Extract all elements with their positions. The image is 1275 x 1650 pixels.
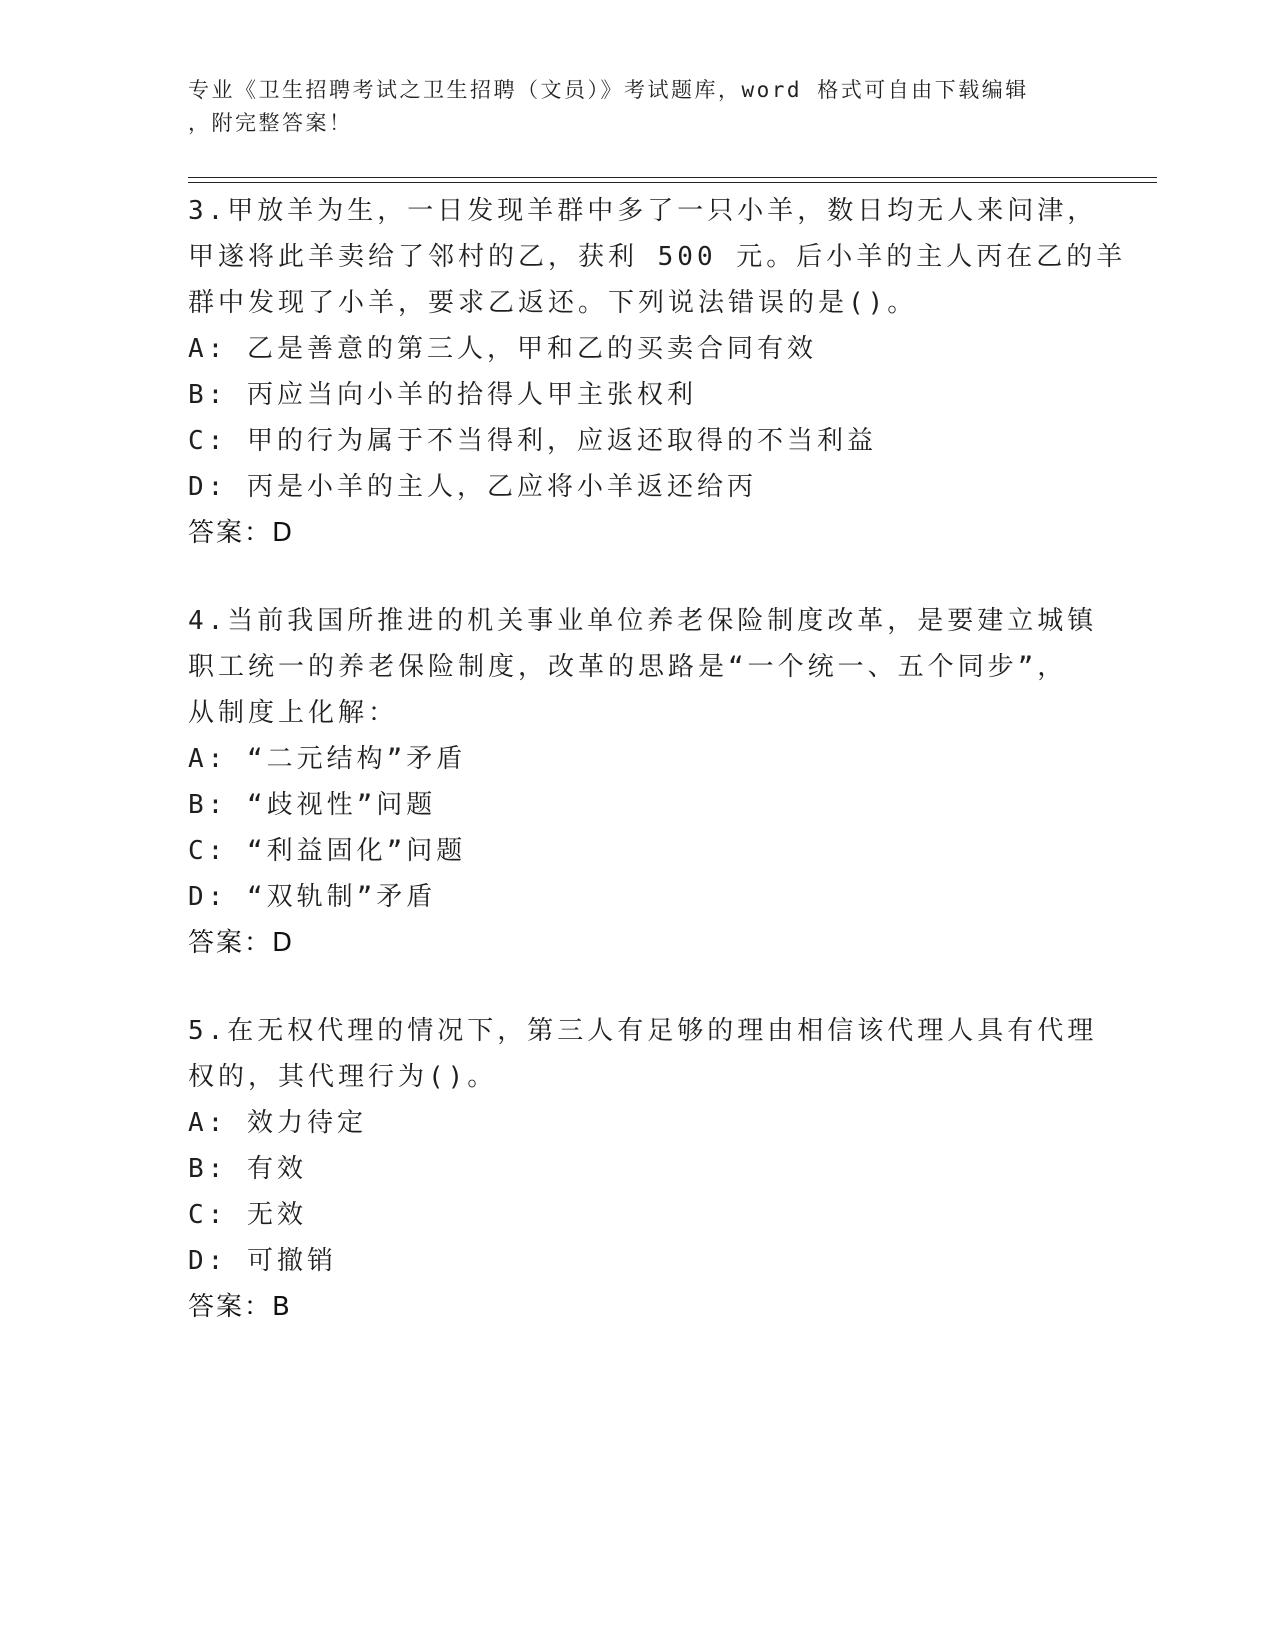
question-stem-line: 5.在无权代理的情况下，第三人有足够的理由相信该代理人具有代理: [188, 1016, 1098, 1046]
option-d: D: 可撤销: [188, 1246, 337, 1276]
option-b: B: 有效: [188, 1154, 307, 1184]
question-stem-line: 4.当前我国所推进的机关事业单位养老保险制度改革，是要建立城镇: [188, 606, 1098, 636]
answer-label: 答案：B: [188, 1292, 292, 1322]
option-a: A: 效力待定: [188, 1108, 367, 1138]
option-b: B: 丙应当向小羊的拾得人甲主张权利: [188, 380, 697, 410]
question-stem-line: 职工统一的养老保险制度，改革的思路是“一个统一、五个同步”，: [188, 652, 1068, 682]
document-header: [188, 74, 1078, 140]
option-c: C: 无效: [188, 1200, 307, 1230]
header-divider-bottom: [188, 182, 1157, 183]
answer-label: 答案：D: [188, 518, 295, 548]
question-3: [188, 188, 1127, 556]
header-line-2: ，附完整答案！: [188, 111, 353, 135]
question-stem-line: 群中发现了小羊，要求乙返还。下列说法错误的是()。: [188, 288, 918, 318]
option-c: C: “利益固化”问题: [188, 836, 467, 866]
option-a: A: 乙是善意的第三人，甲和乙的买卖合同有效: [188, 334, 817, 364]
option-d: D: “双轨制”矛盾: [188, 882, 437, 912]
question-stem-line: 甲遂将此羊卖给了邻村的乙，获利 500 元。后小羊的主人丙在乙的羊: [188, 242, 1127, 272]
option-a: A: “二元结构”矛盾: [188, 744, 467, 774]
header-line-1: 专业《卫生招聘考试之卫生招聘（文员）》考试题库，word 格式可自由下载编辑: [188, 78, 1029, 102]
header-divider-top: [188, 177, 1157, 178]
question-stem-line: 3.甲放羊为生，一日发现羊群中多了一只小羊，数日均无人来问津，: [188, 196, 1098, 226]
question-stem-line: 权的，其代理行为()。: [188, 1062, 498, 1092]
option-b: B: “歧视性”问题: [188, 790, 437, 820]
question-4: [188, 598, 1098, 966]
question-stem-line: 从制度上化解：: [188, 698, 399, 728]
question-5: [188, 1008, 1098, 1330]
answer-label: 答案：D: [188, 928, 295, 958]
option-c: C: 甲的行为属于不当得利，应返还取得的不当利益: [188, 426, 877, 456]
option-d: D: 丙是小羊的主人，乙应将小羊返还给丙: [188, 472, 757, 502]
